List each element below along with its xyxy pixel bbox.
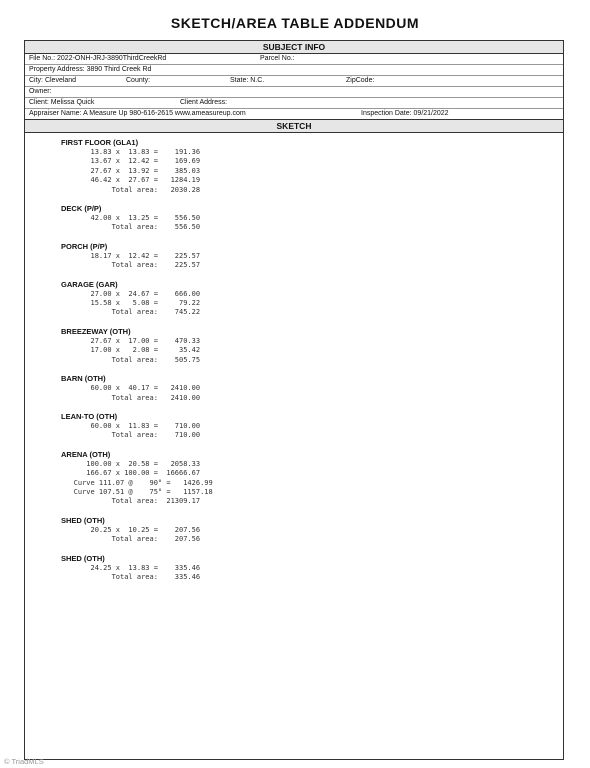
info-row-owner	[25, 87, 563, 98]
info-row-address	[25, 65, 563, 76]
owner: Owner:	[29, 88, 52, 95]
client-address: Client Address:	[180, 99, 228, 106]
area-block	[61, 242, 563, 271]
area-title: FIRST FLOOR (GLA1)	[61, 138, 139, 147]
area-calculation-line: 60.00 x 11.83 = 710.00	[61, 421, 201, 430]
addendum-frame	[24, 40, 564, 760]
area-title: BREEZEWAY (OTH)	[61, 326, 131, 336]
inspection-date: Inspection Date: 09/21/2022	[361, 110, 449, 117]
area-calculation-list	[61, 384, 563, 403]
area-calculation-list	[61, 148, 563, 195]
area-calculation-line: Total area: 505.75	[61, 355, 201, 364]
area-block	[61, 374, 563, 403]
area-calculation-line: Total area: 745.22	[61, 308, 201, 317]
area-calculation-line: 15.58 x 5.08 = 79.22	[61, 299, 201, 308]
area-calculation-line: 42.00 x 13.25 = 556.50	[61, 214, 201, 223]
area-calculation-line: Total area: 2030.28	[61, 185, 201, 194]
state: State: N.C.	[230, 77, 265, 84]
area-block	[61, 412, 563, 441]
file-number: File No.: 2022-ONH-JRJ-3890ThirdCreekRd	[29, 55, 167, 62]
document-title: SKETCH/AREA TABLE ADDENDUM	[170, 15, 420, 31]
area-calculation-list	[61, 422, 563, 441]
area-block	[61, 450, 563, 507]
area-calculation-list	[61, 290, 563, 318]
area-calculation-line: 13.83 x 13.83 = 191.36	[61, 148, 201, 156]
area-block	[61, 204, 563, 233]
area-calculation-line: 60.00 x 40.17 = 2410.00	[61, 384, 201, 393]
area-calculation-line: Total area: 710.00	[61, 431, 201, 440]
parcel-number: Parcel No.:	[260, 55, 295, 62]
area-title: SHED (OTH)	[61, 553, 105, 563]
client: Client: Melissa Quick	[29, 99, 95, 106]
area-block	[61, 327, 563, 365]
area-title: SHED (OTH)	[61, 515, 105, 525]
area-calculation-line: Total area: 21309.17	[61, 497, 201, 506]
area-calculation-line: 27.67 x 13.92 = 385.03	[61, 166, 201, 175]
county: County:	[126, 77, 151, 84]
area-calculation-line: 17.00 x 2.08 = 35.42	[61, 346, 201, 355]
zipcode: ZipCode:	[346, 77, 375, 84]
appraiser-name: Appraiser Name: A Measure Up 980-616-2615 www.ameasureup.com	[29, 110, 246, 117]
area-calculation-list	[61, 460, 563, 507]
area-calculation-line: 100.00 x 20.58 = 2058.33	[61, 459, 201, 468]
area-title: ARENA (OTH)	[61, 449, 111, 459]
info-row-file	[25, 54, 563, 65]
area-block	[61, 516, 563, 545]
info-row-appraiser	[25, 109, 563, 119]
subject-info-header: SUBJECT INFO	[25, 41, 563, 54]
area-calculation-line: 24.25 x 13.83 = 335.46	[61, 563, 201, 572]
sketch-header: SKETCH	[25, 119, 563, 133]
area-block	[61, 554, 563, 583]
area-calculation-line: Total area: 335.46	[61, 572, 201, 581]
area-title: GARAGE (GAR)	[61, 279, 118, 289]
area-block	[61, 280, 563, 318]
area-calculation-list	[61, 214, 563, 233]
area-calculation-line: 20.25 x 10.25 = 207.56	[61, 525, 201, 534]
area-calculation-list	[61, 564, 563, 583]
area-calculation-line: Total area: 2410.00	[61, 393, 201, 402]
area-calculation-line: 18.17 x 12.42 = 225.57	[61, 251, 201, 260]
area-calculation-line: 27.00 x 24.67 = 666.00	[61, 289, 201, 298]
city: City: Cleveland	[29, 77, 77, 84]
area-calculation-line: 13.67 x 12.42 = 169.69	[61, 157, 201, 166]
area-calculation-line: Total area: 556.50	[61, 223, 201, 232]
area-calculation-line: Curve 107.51 @ 75° = 1157.18	[61, 487, 213, 496]
mls-watermark: © TriadMLS	[4, 757, 44, 766]
area-calculation-list	[61, 526, 563, 545]
area-calculation-line: Curve 111.07 @ 90° = 1426.99	[61, 478, 213, 487]
area-calculation-line: 166.67 x 100.00 = 16666.67	[61, 469, 201, 478]
area-calculation-line: 46.42 x 27.67 = 1284.19	[61, 176, 201, 185]
area-title: PORCH (P/P)	[61, 241, 108, 251]
area-calculation-line: Total area: 207.56	[61, 535, 201, 544]
area-calculation-list	[61, 252, 563, 271]
info-row-client	[25, 98, 563, 109]
area-calculation-line: Total area: 225.57	[61, 261, 201, 270]
area-block	[61, 138, 563, 195]
area-title: DECK (P/P)	[61, 204, 102, 214]
area-title: BARN (OTH)	[61, 374, 106, 384]
area-calculation-list	[61, 337, 563, 365]
info-row-location	[25, 76, 563, 87]
sketch-area-table	[25, 133, 563, 582]
area-calculation-line: 27.67 x 17.00 = 470.33	[61, 336, 201, 345]
property-address: Property Address: 3890 Third Creek Rd	[29, 66, 152, 73]
area-title: LEAN-TO (OTH)	[61, 411, 118, 421]
